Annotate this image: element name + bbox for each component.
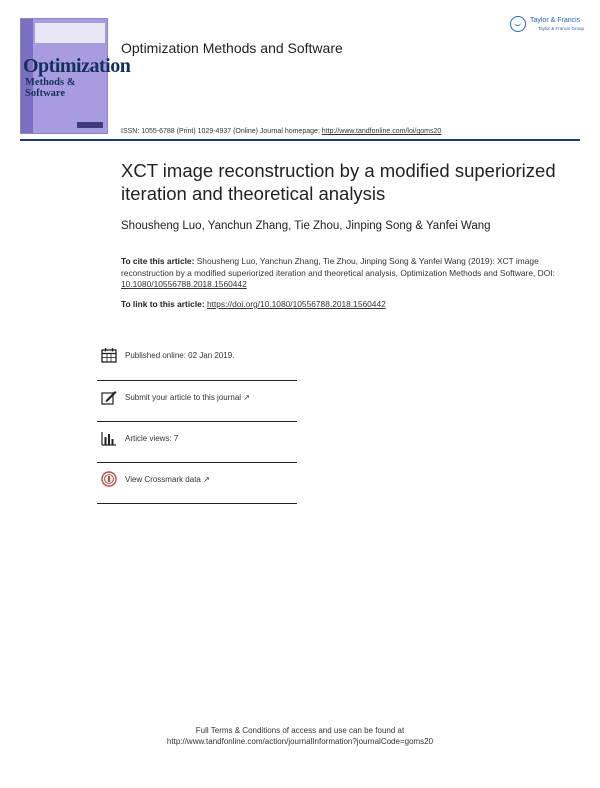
publisher-subname: Taylor & Francis Group [538, 26, 585, 31]
publisher-logo[interactable] [510, 15, 585, 37]
crossmark-text: View Crossmark data [125, 475, 201, 484]
submit-article-link[interactable] [125, 393, 250, 402]
calendar-icon [101, 347, 117, 363]
citation-label: To cite this article: [121, 256, 195, 266]
citation-block [121, 256, 571, 291]
article-doi-link[interactable]: https://doi.org/10.1080/10556788.2018.1560442 [206, 299, 386, 309]
crossmark-icon [101, 471, 117, 487]
external-link-icon: ↗ [243, 393, 250, 402]
published-online-text: Published online: 02 Jan 2019. [125, 351, 235, 360]
article-views-text: Article views: 7 [125, 434, 179, 443]
citation-text: Shousheng Luo, Yanchun Zhang, Tie Zhou, Jinping Song & Yanfei Wang (2019): XCT image reconstruction by a modified superiorized iteration and theoretical analysis, Optimization Methods and Software, DOI: [121, 256, 555, 278]
external-link-icon: ↗ [203, 475, 210, 484]
submit-article-text: Submit your article to this journal [125, 393, 242, 402]
publisher-logo-icon [510, 16, 526, 32]
info-divider [97, 503, 297, 504]
article-authors: Shousheng Luo, Yanchun Zhang, Tie Zhou, Jinping Song & Yanfei Wang [121, 220, 491, 232]
link-label: To link to this article: [121, 299, 207, 309]
crossmark-row[interactable] [97, 461, 297, 501]
citation-doi-link[interactable]: 10.1080/10556788.2018.1560442 [121, 279, 247, 289]
journal-homepage-link[interactable]: http://www.tandfonline.com/loi/goms20 [321, 128, 442, 135]
journal-title: Optimization Methods and Software [121, 40, 343, 56]
article-views-row [97, 420, 297, 460]
issn-line [121, 128, 441, 135]
publisher-name: Taylor & Francis [530, 17, 581, 24]
issn-text: ISSN: 1055-6788 (Print) 1029-4937 (Online) Journal homepage: [121, 128, 322, 135]
footer-terms-link[interactable]: http://www.tandfonline.com/action/journalInformation?journalCode=goms20 [166, 737, 434, 746]
cover-top-panel [35, 23, 105, 43]
crossmark-link[interactable] [125, 475, 210, 484]
footer-line1: Full Terms & Conditions of access and use can be found at [195, 726, 405, 735]
header-divider [20, 139, 580, 141]
published-online-row [97, 337, 297, 377]
article-title: XCT image reconstruction by a modified superiorized iteration and theoretical analysis [121, 160, 556, 204]
cover-title-line1: Optimization [23, 55, 131, 77]
cover-publisher-logo [77, 122, 103, 128]
edit-icon [101, 389, 117, 405]
article-link-line [121, 299, 386, 309]
cover-title-line2: Methods & Software [25, 77, 76, 99]
journal-cover-image [20, 18, 131, 134]
submit-article-row[interactable] [97, 379, 297, 419]
bar-chart-icon [101, 430, 117, 446]
